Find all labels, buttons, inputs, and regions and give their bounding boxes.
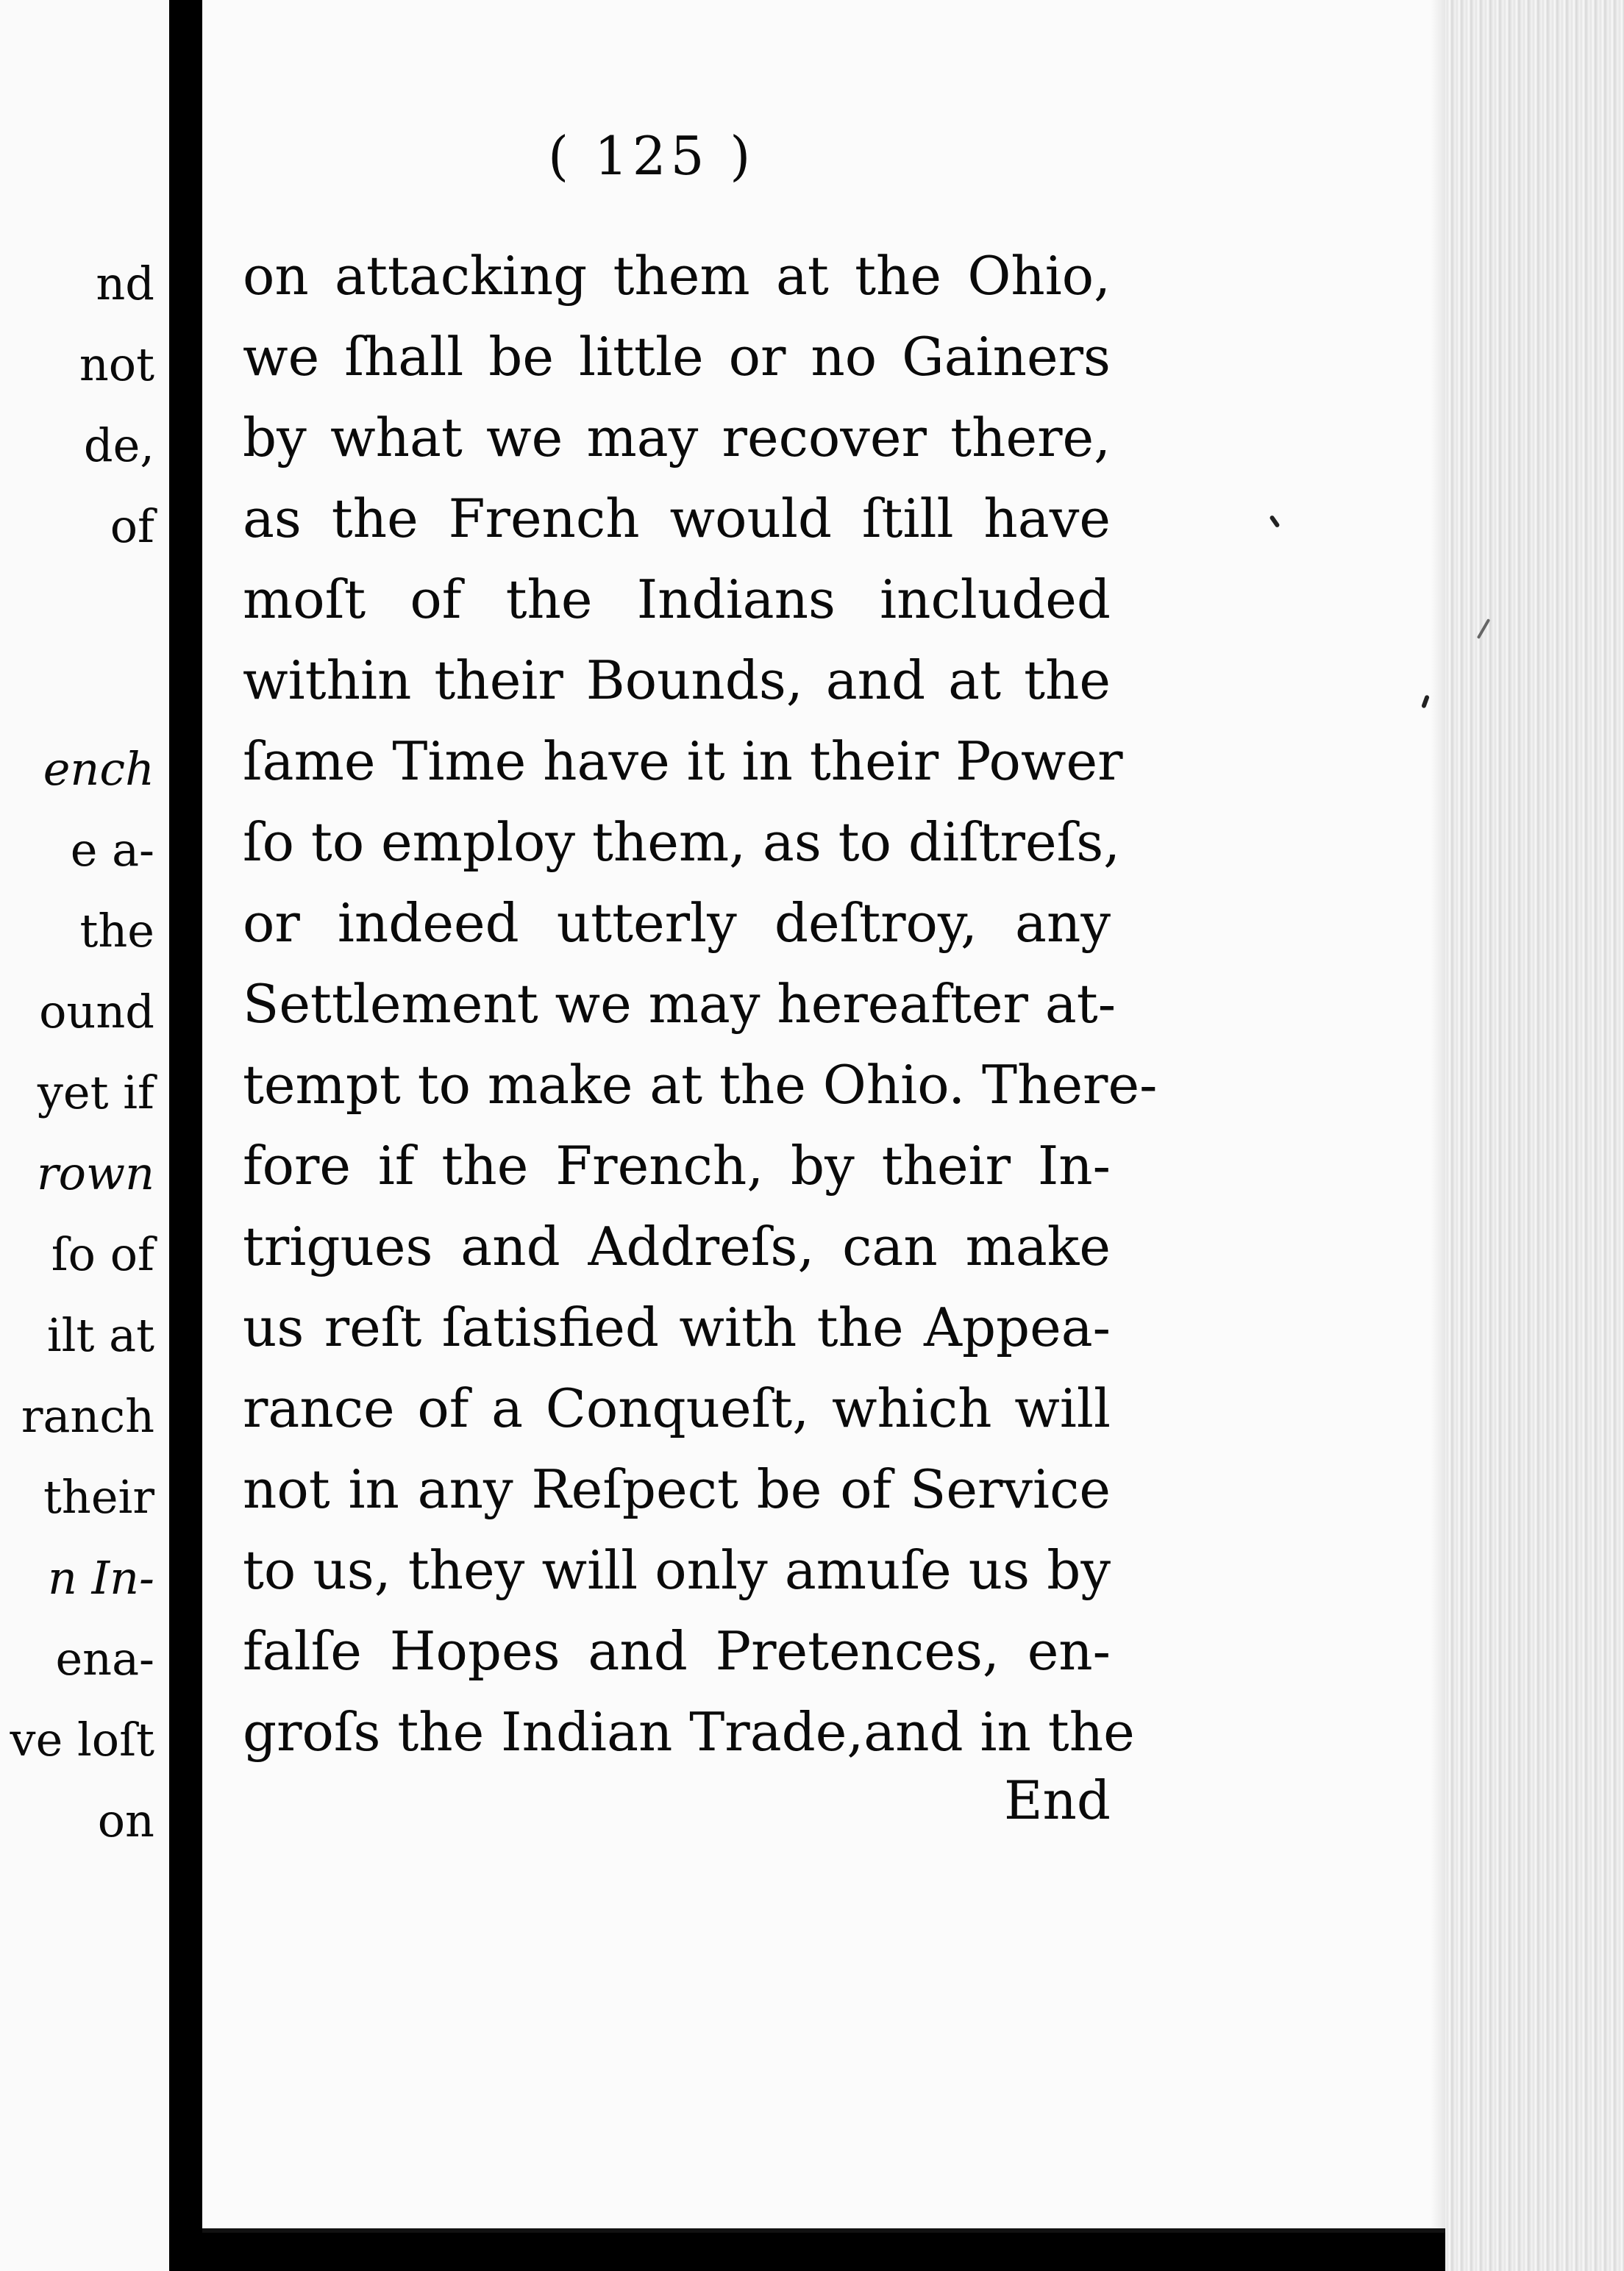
facing-page-fragment: enа- bbox=[55, 1632, 154, 1686]
facing-page-fragment: rown bbox=[37, 1147, 154, 1200]
text-line: groſs the Indian Trade,and in the bbox=[243, 1701, 1135, 1763]
facing-page-fragment: n In- bbox=[47, 1551, 154, 1605]
facing-page-fragment: the bbox=[79, 904, 154, 958]
facing-page-fragment: on bbox=[97, 1794, 154, 1847]
text-line: fore if the French, by their In- bbox=[243, 1135, 1111, 1197]
text-line: rance of a Conqueſt, which will bbox=[243, 1377, 1111, 1439]
text-line: trigues and Addreſs, can make bbox=[243, 1216, 1111, 1277]
page-stack-edge bbox=[1445, 0, 1624, 2271]
facing-page-fragment: nd bbox=[96, 257, 154, 310]
text-line: we ſhall be little or no Gainers bbox=[243, 326, 1111, 388]
text-line: moſt of the Indians included bbox=[243, 568, 1111, 630]
facing-page-fragment: ſo of bbox=[51, 1227, 154, 1281]
facing-page-fragment: ilt at bbox=[46, 1308, 154, 1362]
facing-page-fragment: yet if bbox=[37, 1066, 154, 1119]
book-gutter bbox=[169, 0, 202, 2271]
text-line: ſo to employ them, as to diſtreſs, bbox=[243, 811, 1121, 873]
text-line: Settlement we may hereafter at- bbox=[243, 973, 1116, 1035]
text-line: within their Bounds, and at the bbox=[243, 649, 1111, 711]
facing-page-fragment: e a- bbox=[70, 823, 154, 877]
body-text bbox=[243, 235, 1158, 1772]
text-line: as the French would ſtill have bbox=[243, 488, 1111, 549]
facing-page-fragment: ench bbox=[43, 742, 154, 796]
facing-page-fragment: ve loſt bbox=[10, 1713, 154, 1766]
facing-page-left bbox=[0, 0, 169, 2271]
text-line: falſe Hopes and Pretences, en- bbox=[243, 1620, 1111, 1682]
facing-page-fragment: not bbox=[79, 338, 154, 391]
facing-page-fragment: ranch bbox=[21, 1389, 154, 1443]
text-line: ſame Time have it in their Power bbox=[243, 730, 1123, 792]
facing-page-fragment: ound bbox=[39, 985, 154, 1038]
text-line: by what we may recover there, bbox=[243, 407, 1111, 468]
text-line: to us, they will only amuſe us by bbox=[243, 1539, 1111, 1601]
text-line: on attacking them at the Ohio, bbox=[243, 245, 1111, 307]
text-line: tempt to make at the Ohio. There- bbox=[243, 1054, 1158, 1116]
text-line: or indeed utterly deſtroy, any bbox=[243, 892, 1111, 954]
page-number: ( 125 ) bbox=[548, 125, 755, 187]
text-line: not in any Reſpect be of Service bbox=[243, 1458, 1111, 1520]
facing-page-fragment: de, bbox=[83, 418, 154, 472]
catchword: End bbox=[1004, 1769, 1111, 1831]
facing-page-fragment: of bbox=[110, 499, 154, 553]
facing-page-fragment: their bbox=[43, 1470, 154, 1524]
text-line: us reſt ſatisfied with the Appea- bbox=[243, 1297, 1111, 1358]
